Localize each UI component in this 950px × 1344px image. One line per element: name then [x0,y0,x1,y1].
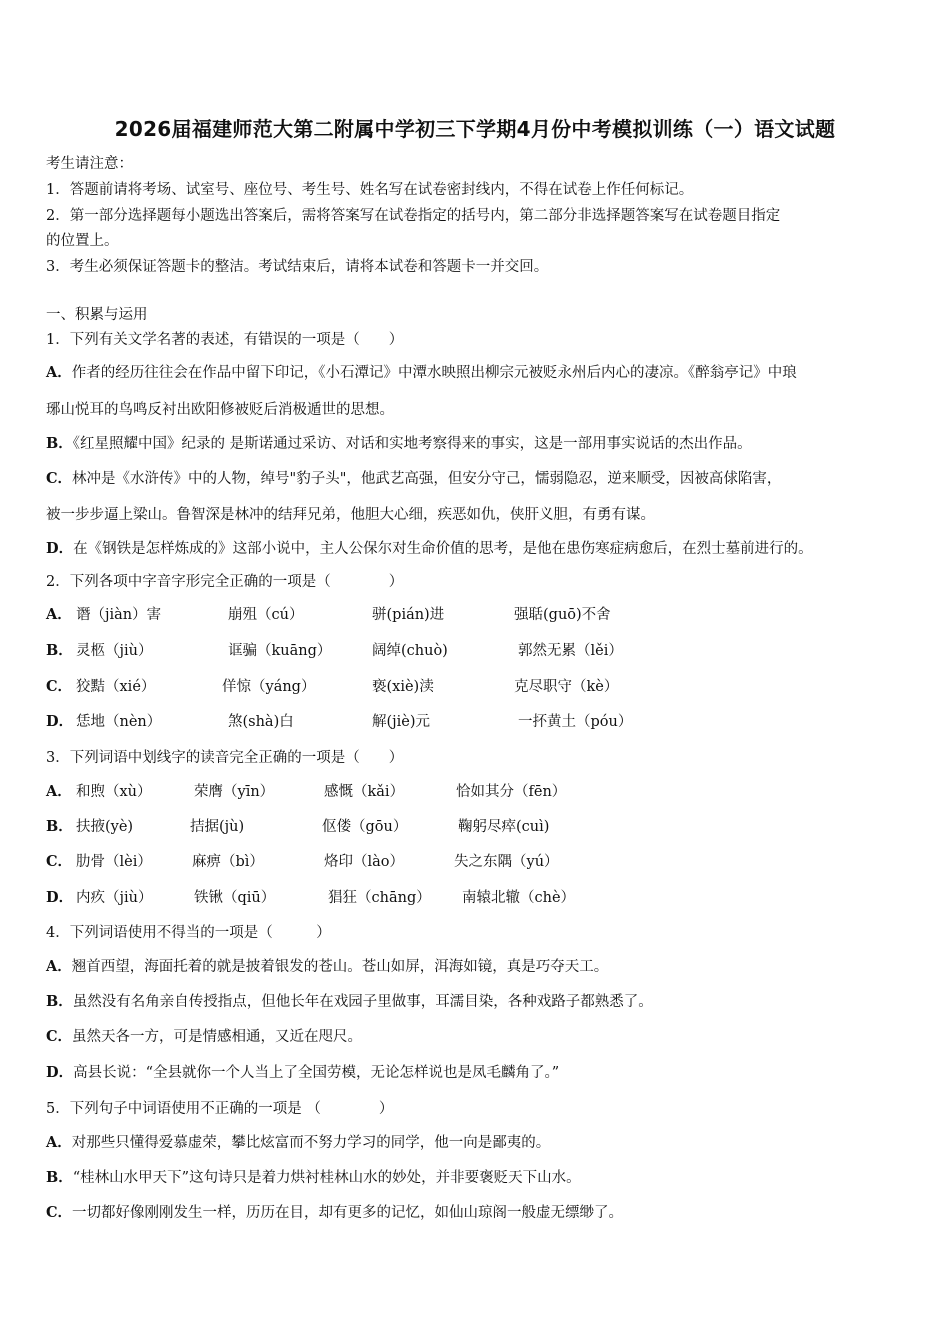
word-item: 伛偻（gōu） [322,819,408,835]
q5-stem: 5．下列句子中词语使用不正确的一项是 （ ） [46,1101,394,1117]
word-item: 强聒(guō)不舍 [514,607,611,623]
q1-option-c-cont: 被一步步逼上梁山。鲁智深是林冲的结拜兄弟，他胆大心细，疾恶如仇，侠肝义胆，有勇有谋。 [46,507,655,523]
q2-stem: 2．下列各项中字音字形完全正确的一项是（ ） [46,574,404,590]
word-item: 崩殂（cú） [228,607,304,623]
option-label: C． [46,853,73,870]
notice-item-2: 2．第一部分选择题每小题选出答案后，需将答案写在试卷指定的括号内，第二部分非选择题答案写在试卷题目指定 [46,208,781,224]
word-item: 恰如其分（fēn） [456,784,567,800]
q5-option-c: C．一切都好像刚刚发生一样，历历在目，却有更多的记忆，如仙山琼阁一般虚无缥缈了。 [46,1204,624,1221]
q3-stem: 3．下列词语中划线字的读音完全正确的一项是（ ） [46,750,404,766]
word-item: 恁地（nèn） [76,714,162,730]
word-item: 一抔黄土（póu） [518,714,633,730]
q5-option-a: A．对那些只懂得爱慕虚荣，攀比炫富而不努力学习的同学，他一向是鄙夷的。 [46,1134,551,1151]
word-item: 南辕北辙（chè） [462,890,576,906]
word-item: 灵柩（jiù） [76,643,153,659]
word-item: 郭然无累（lěi） [518,643,623,659]
word-item: 诓骗（kuāng） [228,643,332,659]
option-label: D． [46,889,74,906]
page-title: 2026届福建师范大第二附属中学初三下学期4月份中考模拟训练（一）语文试题 [114,117,836,141]
q4-option-d: D．高县长说：“全县就你一个人当上了全国劳模，无论怎样说也是凤毛麟角了。” [46,1064,560,1081]
word-item: 肋骨（lèi） [76,854,152,870]
word-item: 亵(xiè)渎 [372,679,434,695]
q5-option-b: B．“桂林山水甲天下”这句诗只是着力烘衬桂林山水的妙处，并非要褒贬天下山水。 [46,1169,581,1186]
q1-stem: 1．下列有关文学名著的表述，有错误的一项是（ ） [46,332,404,348]
notice-item-3: 3．考生必须保证答题卡的整洁。考试结束后，请将本试卷和答题卡一并交回。 [46,259,549,275]
word-item: 鞠躬尽瘁(cuì) [458,819,550,835]
word-item: 铁锹（qiū） [194,890,276,906]
word-item: 猖狂（chāng） [328,890,431,906]
word-item: 狡黠（xié） [76,679,156,695]
q1-option-b: B．《红星照耀中国》纪录的 是斯诺通过采访、对话和实地考察得来的事实，这是一部用事实说话的杰出作品。 [46,435,752,452]
option-label: B． [46,642,73,659]
option-label: A． [46,606,72,623]
word-item: 失之东隅（yú） [454,854,559,870]
word-item: 荣膺（yīn） [194,784,275,800]
q1-option-a-cont: 琊山悦耳的鸟鸣反衬出欧阳修被贬后消极遁世的思想。 [46,402,394,418]
q1-option-c: C．林冲是《水浒传》中的人物，绰号"豹子头"，他武艺高强，但安分守己，懦弱隐忍，逆来顺受，因被高俅陷害， [46,470,782,487]
q4-stem: 4．下列词语使用不得当的一项是（ ） [46,925,331,941]
word-item: 和煦（xù） [76,784,152,800]
word-item: 扶掖(yè) [76,819,134,835]
word-item: 佯惊（yáng） [222,679,316,695]
word-item: 拮据(jù) [190,819,245,835]
word-item: 煞(shà)白 [228,714,294,730]
word-item: 骈(pián)进 [372,607,445,623]
word-item: 麻痹（bì） [192,854,264,870]
notice-heading: 考生请注意： [46,156,133,172]
section-heading: 一、积累与运用 [46,307,148,323]
notice-item-2-cont: 的位置上。 [46,233,119,249]
word-item: 克尽职守（kè） [514,679,619,695]
q1-option-d: D．在《钢铁是怎样炼成的》这部小说中，主人公保尔对生命价值的思考，是他在患伤寒症病愈后，在烈士墓前进行的。 [46,540,813,557]
q4-option-c: C．虽然天各一方，可是情感相通，又近在咫尺。 [46,1028,363,1045]
word-item: 阔绰(chuò) [372,643,448,659]
option-label: B． [46,818,73,835]
word-item: 感慨（kǎi） [324,784,405,800]
q4-option-b: B．虽然没有名角亲自传授指点，但他长年在戏园子里做事，耳濡目染，各种戏路子都熟悉了。 [46,993,653,1010]
option-label: D． [46,713,74,730]
word-item: 烙印（lào） [324,854,405,870]
option-label: C． [46,678,73,695]
word-item: 解(jiè)元 [372,714,431,730]
q4-option-a: A．翘首西望，海面托着的就是披着银发的苍山。苍山如屏，洱海如镜，真是巧夺天工。 [46,958,609,975]
notice-item-1: 1．答题前请将考场、试室号、座位号、考生号、姓名写在试卷密封线内，不得在试卷上作任何标记。 [46,182,694,198]
q1-option-a: A．作者的经历往往会在作品中留下印记，《小石潭记》中潭水映照出柳宗元被贬永州后内心的凄凉。《醉翁亭记》中琅 [46,364,797,381]
word-item: 谮（jiàn）害 [76,607,162,623]
word-item: 内疚（jiù） [76,890,153,906]
option-label: A． [46,783,72,800]
